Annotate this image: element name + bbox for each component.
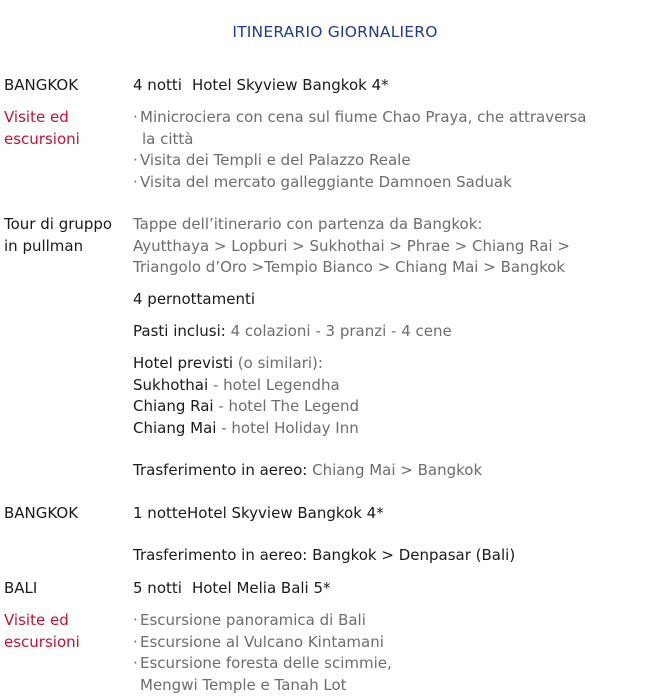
stay-info (133, 503, 663, 525)
excursions-list (133, 610, 663, 696)
hotels-note: (o similari): (237, 354, 323, 372)
meals-label: Pasti inclusi: (133, 322, 226, 340)
hotels-label: Hotel previsti (133, 354, 233, 372)
route-line: Ayutthaya > Lopburi > Sukhothai > Phrae > Chiang Rai > (133, 236, 570, 255)
list-item: · Visita dei Templi e del Palazzo Reale (133, 151, 411, 169)
transfer-value: Chiang Mai > Bangkok (312, 461, 483, 479)
nights-count: 5 notti (133, 579, 182, 597)
hotel-name: Hotel Melia Bali 5* (191, 579, 331, 597)
meals-value: 4 colazioni - 3 pranzi - 4 cene (230, 322, 452, 340)
hotel-name: Hotel Skyview Bangkok 4* (187, 504, 384, 522)
city-label: BALI (4, 579, 38, 597)
excursions-label: Visite ed escursioni (4, 108, 80, 148)
excursions-label: Visite ed escursioni (4, 611, 80, 651)
tour-details (133, 214, 663, 279)
list-item: · Escursione panoramica di Bali (133, 611, 366, 629)
overnights: 4 pernottamenti (133, 290, 255, 308)
hotel-name: Hotel Skyview Bangkok 4* (191, 76, 389, 94)
transfer-label: Trasferimento in aereo: (133, 461, 308, 479)
transfer (133, 460, 663, 482)
stay-info (133, 75, 663, 97)
meals (133, 321, 663, 343)
stay-info (133, 578, 663, 600)
list-item: · Escursione al Vulcano Kintamani (133, 632, 384, 651)
list-item: Sukhothai - hotel Legendha (133, 375, 340, 394)
list-item: · Visita del mercato galleggiante Damnoen Saduak (133, 172, 512, 191)
route-line: Triangolo d’Oro >Tempio Bianco > Chiang Mai > Bangkok (133, 258, 566, 276)
nights-count: 4 notti (133, 76, 182, 94)
excursions-list (133, 107, 663, 193)
hotels-block (133, 353, 663, 439)
list-item: Chiang Rai - hotel The Legend (133, 397, 360, 415)
tour-label: Tour di gruppo in pullman (4, 215, 113, 255)
city-label: BANGKOK (4, 504, 79, 522)
list-item: Chiang Mai - hotel Holiday Inn (133, 418, 359, 437)
list-item: · Minicrociera con cena sul fiume Chao Praya, che attraversa la città (133, 108, 587, 148)
city-label: BANGKOK (4, 76, 79, 94)
nights-count: 1 notte (133, 504, 187, 522)
route-intro: Tappe dell’itinerario con partenza da Bangkok: (133, 215, 483, 233)
list-item: · Escursione foresta delle scimmie, Mengwi Temple e Tanah Lot (133, 654, 392, 694)
page-title: ITINERARIO GIORNALIERO (232, 23, 438, 41)
transfer: Trasferimento in aereo: Bangkok > Denpasar (Bali) (133, 546, 516, 564)
